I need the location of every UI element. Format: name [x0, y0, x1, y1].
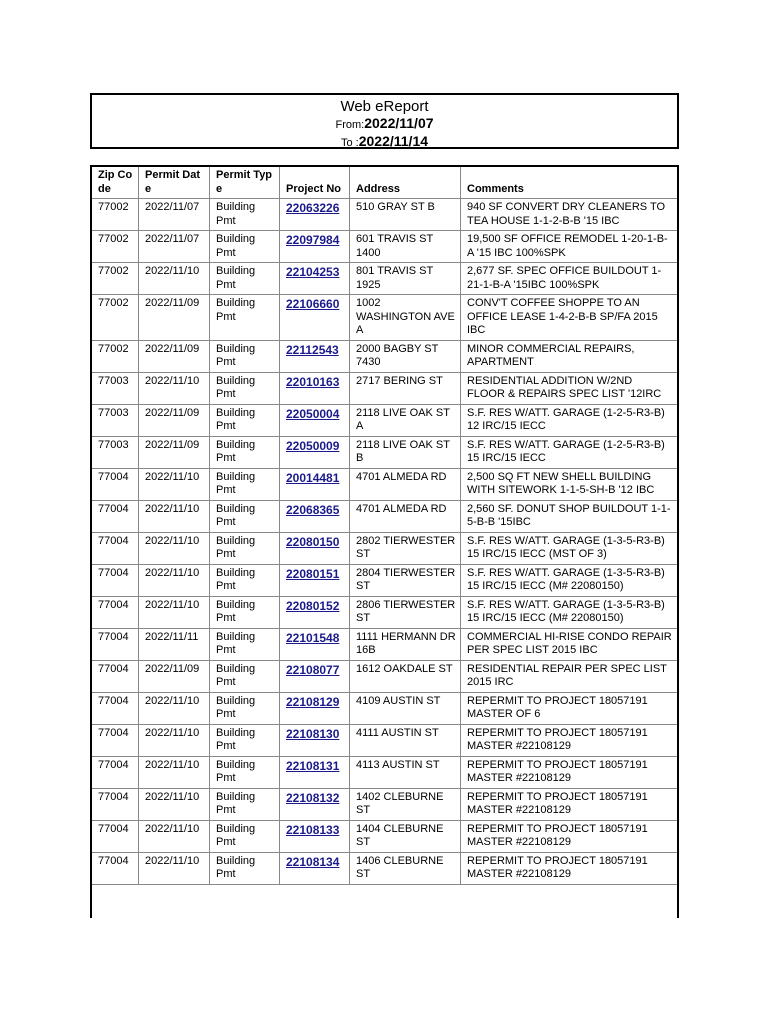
- comments-cell: S.F. RES W/ATT. GARAGE (1-2-5-R3-B) 15 IRC/15 IECC: [461, 437, 677, 469]
- permit-date-cell: 2022/11/10: [139, 725, 210, 757]
- zip-code-cell: 77003: [92, 373, 139, 405]
- zip-code-cell: 77004: [92, 693, 139, 725]
- table-row: [92, 821, 677, 853]
- permit-date-cell: 2022/11/10: [139, 821, 210, 853]
- permit-date-cell: 2022/11/10: [139, 757, 210, 789]
- permit-date-cell: 2022/11/09: [139, 341, 210, 373]
- permit-date-cell: 2022/11/10: [139, 373, 210, 405]
- project-no-link[interactable]: 22101548: [286, 630, 340, 645]
- project-no-link[interactable]: 22112543: [286, 342, 339, 357]
- permit-type-cell: Building Pmt: [210, 789, 280, 821]
- comments-cell: 2,560 SF. DONUT SHOP BUILDOUT 1-1-5-B-B '15IBC: [461, 501, 677, 533]
- permit-type-cell: Building Pmt: [210, 199, 280, 231]
- table-row: [92, 295, 677, 341]
- project-no-link[interactable]: 20014481: [286, 470, 340, 485]
- project-no-link[interactable]: 22108133: [286, 822, 340, 837]
- comments-cell: REPERMIT TO PROJECT 18057191 MASTER #22108129: [461, 821, 677, 853]
- header-project-no: Project No: [280, 167, 350, 199]
- zip-code-cell: 77004: [92, 629, 139, 661]
- zip-code-cell: 77004: [92, 821, 139, 853]
- project-no-link[interactable]: 22080152: [286, 598, 340, 613]
- permit-date-cell: 2022/11/07: [139, 231, 210, 263]
- project-no-link[interactable]: 22108077: [286, 662, 340, 677]
- header-address: Address: [350, 167, 461, 199]
- table-row: [92, 199, 677, 231]
- table-row: [92, 437, 677, 469]
- comments-cell: 2,500 SQ FT NEW SHELL BUILDING WITH SITEWORK 1-1-5-SH-B '12 IBC: [461, 469, 677, 501]
- permit-date-cell: 2022/11/11: [139, 629, 210, 661]
- project-no-cell: [280, 757, 350, 789]
- permit-type-cell: Building Pmt: [210, 757, 280, 789]
- project-no-link[interactable]: 22108130: [286, 726, 340, 741]
- project-no-link[interactable]: 22068365: [286, 502, 340, 517]
- address-cell: 510 GRAY ST B: [350, 199, 461, 231]
- zip-code-cell: 77002: [92, 263, 139, 295]
- from-label: From:: [335, 119, 365, 131]
- zip-code-cell: 77004: [92, 533, 139, 565]
- project-no-link[interactable]: 22108132: [286, 790, 340, 805]
- table-row: [92, 565, 677, 597]
- project-no-cell: [280, 263, 350, 295]
- header-zip-code: Zip Code: [92, 167, 139, 199]
- permit-type-cell: Building Pmt: [210, 853, 280, 885]
- permit-date-cell: 2022/11/10: [139, 853, 210, 885]
- comments-cell: REPERMIT TO PROJECT 18057191 MASTER #22108129: [461, 789, 677, 821]
- project-no-cell: [280, 565, 350, 597]
- zip-code-cell: 77002: [92, 231, 139, 263]
- comments-cell: RESIDENTIAL ADDITION W/2ND FLOOR & REPAIRS SPEC LIST '12IRC: [461, 373, 677, 405]
- permit-type-cell: Building Pmt: [210, 373, 280, 405]
- table-body: [92, 199, 677, 885]
- project-no-cell: [280, 533, 350, 565]
- address-cell: 2118 LIVE OAK ST A: [350, 405, 461, 437]
- project-no-cell: [280, 725, 350, 757]
- permit-type-cell: Building Pmt: [210, 501, 280, 533]
- project-no-cell: [280, 199, 350, 231]
- permit-type-cell: Building Pmt: [210, 437, 280, 469]
- zip-code-cell: 77004: [92, 597, 139, 629]
- permit-type-cell: Building Pmt: [210, 295, 280, 341]
- table-row: [92, 231, 677, 263]
- project-no-link[interactable]: 22097984: [286, 233, 340, 247]
- permit-type-cell: Building Pmt: [210, 231, 280, 263]
- zip-code-cell: 77004: [92, 501, 139, 533]
- address-cell: 801 TRAVIS ST 1925: [350, 263, 461, 295]
- permit-type-cell: Building Pmt: [210, 533, 280, 565]
- permit-type-cell: Building Pmt: [210, 629, 280, 661]
- from-date: 2022/11/07: [364, 115, 434, 131]
- address-cell: 1404 CLEBURNE ST: [350, 821, 461, 853]
- table-row: [92, 533, 677, 565]
- to-date: 2022/11/14: [358, 133, 429, 149]
- address-cell: 2717 BERING ST: [350, 373, 461, 405]
- permit-date-cell: 2022/11/09: [139, 437, 210, 469]
- project-no-link[interactable]: 22108129: [286, 694, 340, 709]
- zip-code-cell: 77002: [92, 295, 139, 341]
- permit-type-cell: Building Pmt: [210, 693, 280, 725]
- comments-cell: COMMERCIAL HI-RISE CONDO REPAIR PER SPEC LIST 2015 IBC: [461, 629, 677, 661]
- project-no-cell: [280, 341, 350, 373]
- address-cell: 1406 CLEBURNE ST: [350, 853, 461, 885]
- permit-date-cell: 2022/11/10: [139, 789, 210, 821]
- address-cell: 4109 AUSTIN ST: [350, 693, 461, 725]
- comments-cell: 940 SF CONVERT DRY CLEANERS TO TEA HOUSE 1-1-2-B-B '15 IBC: [461, 199, 677, 231]
- address-cell: 1402 CLEBURNE ST: [350, 789, 461, 821]
- address-cell: 1612 OAKDALE ST: [350, 661, 461, 693]
- table-row: [92, 757, 677, 789]
- project-no-cell: [280, 821, 350, 853]
- table-row: [92, 725, 677, 757]
- table-row: [92, 373, 677, 405]
- address-cell: 2802 TIERWESTER ST: [350, 533, 461, 565]
- project-no-link[interactable]: 22050009: [286, 438, 340, 453]
- comments-cell: S.F. RES W/ATT. GARAGE (1-3-5-R3-B) 15 IRC/15 IECC (MST OF 3): [461, 533, 677, 565]
- permit-date-cell: 2022/11/10: [139, 693, 210, 725]
- to-line: [92, 133, 677, 151]
- comments-cell: REPERMIT TO PROJECT 18057191 MASTER #22108129: [461, 853, 677, 885]
- comments-cell: S.F. RES W/ATT. GARAGE (1-3-5-R3-B) 15 IRC/15 IECC (M# 22080150): [461, 565, 677, 597]
- zip-code-cell: 77004: [92, 757, 139, 789]
- comments-cell: REPERMIT TO PROJECT 18057191 MASTER OF 6: [461, 693, 677, 725]
- project-no-cell: [280, 597, 350, 629]
- permit-type-cell: Building Pmt: [210, 565, 280, 597]
- permit-type-cell: Building Pmt: [210, 821, 280, 853]
- comments-cell: S.F. RES W/ATT. GARAGE (1-2-5-R3-B) 12 IRC/15 IECC: [461, 405, 677, 437]
- permit-date-cell: 2022/11/09: [139, 405, 210, 437]
- permit-type-cell: Building Pmt: [210, 263, 280, 295]
- permit-date-cell: 2022/11/09: [139, 661, 210, 693]
- project-no-link[interactable]: 22104253: [286, 265, 340, 279]
- project-no-link[interactable]: 22106660: [286, 297, 340, 311]
- permit-date-cell: 2022/11/10: [139, 469, 210, 501]
- comments-cell: RESIDENTIAL REPAIR PER SPEC LIST 2015 IRC: [461, 661, 677, 693]
- comments-cell: CONV'T COFFEE SHOPPE TO AN OFFICE LEASE 1-4-2-B-B SP/FA 2015 IBC: [461, 295, 677, 341]
- permit-type-cell: Building Pmt: [210, 341, 280, 373]
- table-row: [92, 405, 677, 437]
- project-no-cell: [280, 789, 350, 821]
- address-cell: 4111 AUSTIN ST: [350, 725, 461, 757]
- project-no-cell: [280, 437, 350, 469]
- address-cell: 1002 WASHINGTON AVE A: [350, 295, 461, 341]
- zip-code-cell: 77004: [92, 725, 139, 757]
- project-no-cell: [280, 295, 350, 341]
- permit-type-cell: Building Pmt: [210, 469, 280, 501]
- zip-code-cell: 77004: [92, 565, 139, 597]
- table-row: [92, 661, 677, 693]
- permit-type-cell: Building Pmt: [210, 597, 280, 629]
- table-row: [92, 263, 677, 295]
- project-no-cell: [280, 693, 350, 725]
- zip-code-cell: 77004: [92, 789, 139, 821]
- header-permit-date: Permit Date: [139, 167, 210, 199]
- table-row: [92, 469, 677, 501]
- address-cell: 1111 HERMANN DR 16B: [350, 629, 461, 661]
- project-no-cell: [280, 231, 350, 263]
- permit-date-cell: 2022/11/10: [139, 263, 210, 295]
- address-cell: 4113 AUSTIN ST: [350, 757, 461, 789]
- header-permit-type: Permit Type: [210, 167, 280, 199]
- project-no-cell: [280, 405, 350, 437]
- permit-date-cell: 2022/11/10: [139, 533, 210, 565]
- project-no-cell: [280, 501, 350, 533]
- project-no-link[interactable]: 22080151: [286, 566, 340, 581]
- zip-code-cell: 77003: [92, 437, 139, 469]
- table-row: [92, 501, 677, 533]
- project-no-link[interactable]: 22050004: [286, 406, 340, 421]
- permit-date-cell: 2022/11/10: [139, 501, 210, 533]
- zip-code-cell: 77004: [92, 469, 139, 501]
- address-cell: 2804 TIERWESTER ST: [350, 565, 461, 597]
- permit-type-cell: Building Pmt: [210, 725, 280, 757]
- address-cell: 2118 LIVE OAK ST B: [350, 437, 461, 469]
- address-cell: 2806 TIERWESTER ST: [350, 597, 461, 629]
- table-row: [92, 597, 677, 629]
- comments-cell: REPERMIT TO PROJECT 18057191 MASTER #22108129: [461, 757, 677, 789]
- permit-date-cell: 2022/11/07: [139, 199, 210, 231]
- project-no-cell: [280, 661, 350, 693]
- address-cell: 4701 ALMEDA RD: [350, 501, 461, 533]
- comments-cell: MINOR COMMERCIAL REPAIRS, APARTMENT: [461, 341, 677, 373]
- report-title: Web eReport: [340, 98, 429, 115]
- table-header-row: [92, 167, 677, 199]
- zip-code-cell: 77004: [92, 853, 139, 885]
- zip-code-cell: 77004: [92, 661, 139, 693]
- report-header: [90, 93, 679, 149]
- comments-cell: REPERMIT TO PROJECT 18057191 MASTER #22108129: [461, 725, 677, 757]
- table-row: [92, 853, 677, 885]
- project-no-link[interactable]: 22108131: [286, 758, 340, 773]
- permit-date-cell: 2022/11/10: [139, 565, 210, 597]
- from-line: [92, 115, 677, 133]
- permit-date-cell: 2022/11/09: [139, 295, 210, 341]
- zip-code-cell: 77002: [92, 341, 139, 373]
- permit-table: [92, 167, 677, 885]
- project-no-link[interactable]: 22108134: [286, 854, 340, 869]
- comments-cell: 19,500 SF OFFICE REMODEL 1-20-1-B-A '15 IBC 100%SPK: [461, 231, 677, 263]
- comments-cell: 2,677 SF. SPEC OFFICE BUILDOUT 1-21-1-B-A '15IBC 100%SPK: [461, 263, 677, 295]
- project-no-link[interactable]: 22010163: [286, 374, 340, 389]
- address-cell: 2000 BAGBY ST 7430: [350, 341, 461, 373]
- permit-date-cell: 2022/11/10: [139, 597, 210, 629]
- address-cell: 601 TRAVIS ST 1400: [350, 231, 461, 263]
- table-row: [92, 789, 677, 821]
- table-row: [92, 629, 677, 661]
- permit-table-container: [90, 165, 679, 918]
- table-row: [92, 341, 677, 373]
- permit-type-cell: Building Pmt: [210, 405, 280, 437]
- permit-type-cell: Building Pmt: [210, 661, 280, 693]
- zip-code-cell: 77003: [92, 405, 139, 437]
- project-no-cell: [280, 469, 350, 501]
- project-no-cell: [280, 373, 350, 405]
- comments-cell: S.F. RES W/ATT. GARAGE (1-3-5-R3-B) 15 IRC/15 IECC (M# 22080150): [461, 597, 677, 629]
- project-no-cell: [280, 853, 350, 885]
- project-no-link[interactable]: 22063226: [286, 201, 340, 215]
- to-label: To :: [340, 137, 359, 149]
- project-no-cell: [280, 629, 350, 661]
- address-cell: 4701 ALMEDA RD: [350, 469, 461, 501]
- table-row: [92, 693, 677, 725]
- zip-code-cell: 77002: [92, 199, 139, 231]
- project-no-link[interactable]: 22080150: [286, 534, 340, 549]
- header-comments: Comments: [461, 167, 677, 199]
